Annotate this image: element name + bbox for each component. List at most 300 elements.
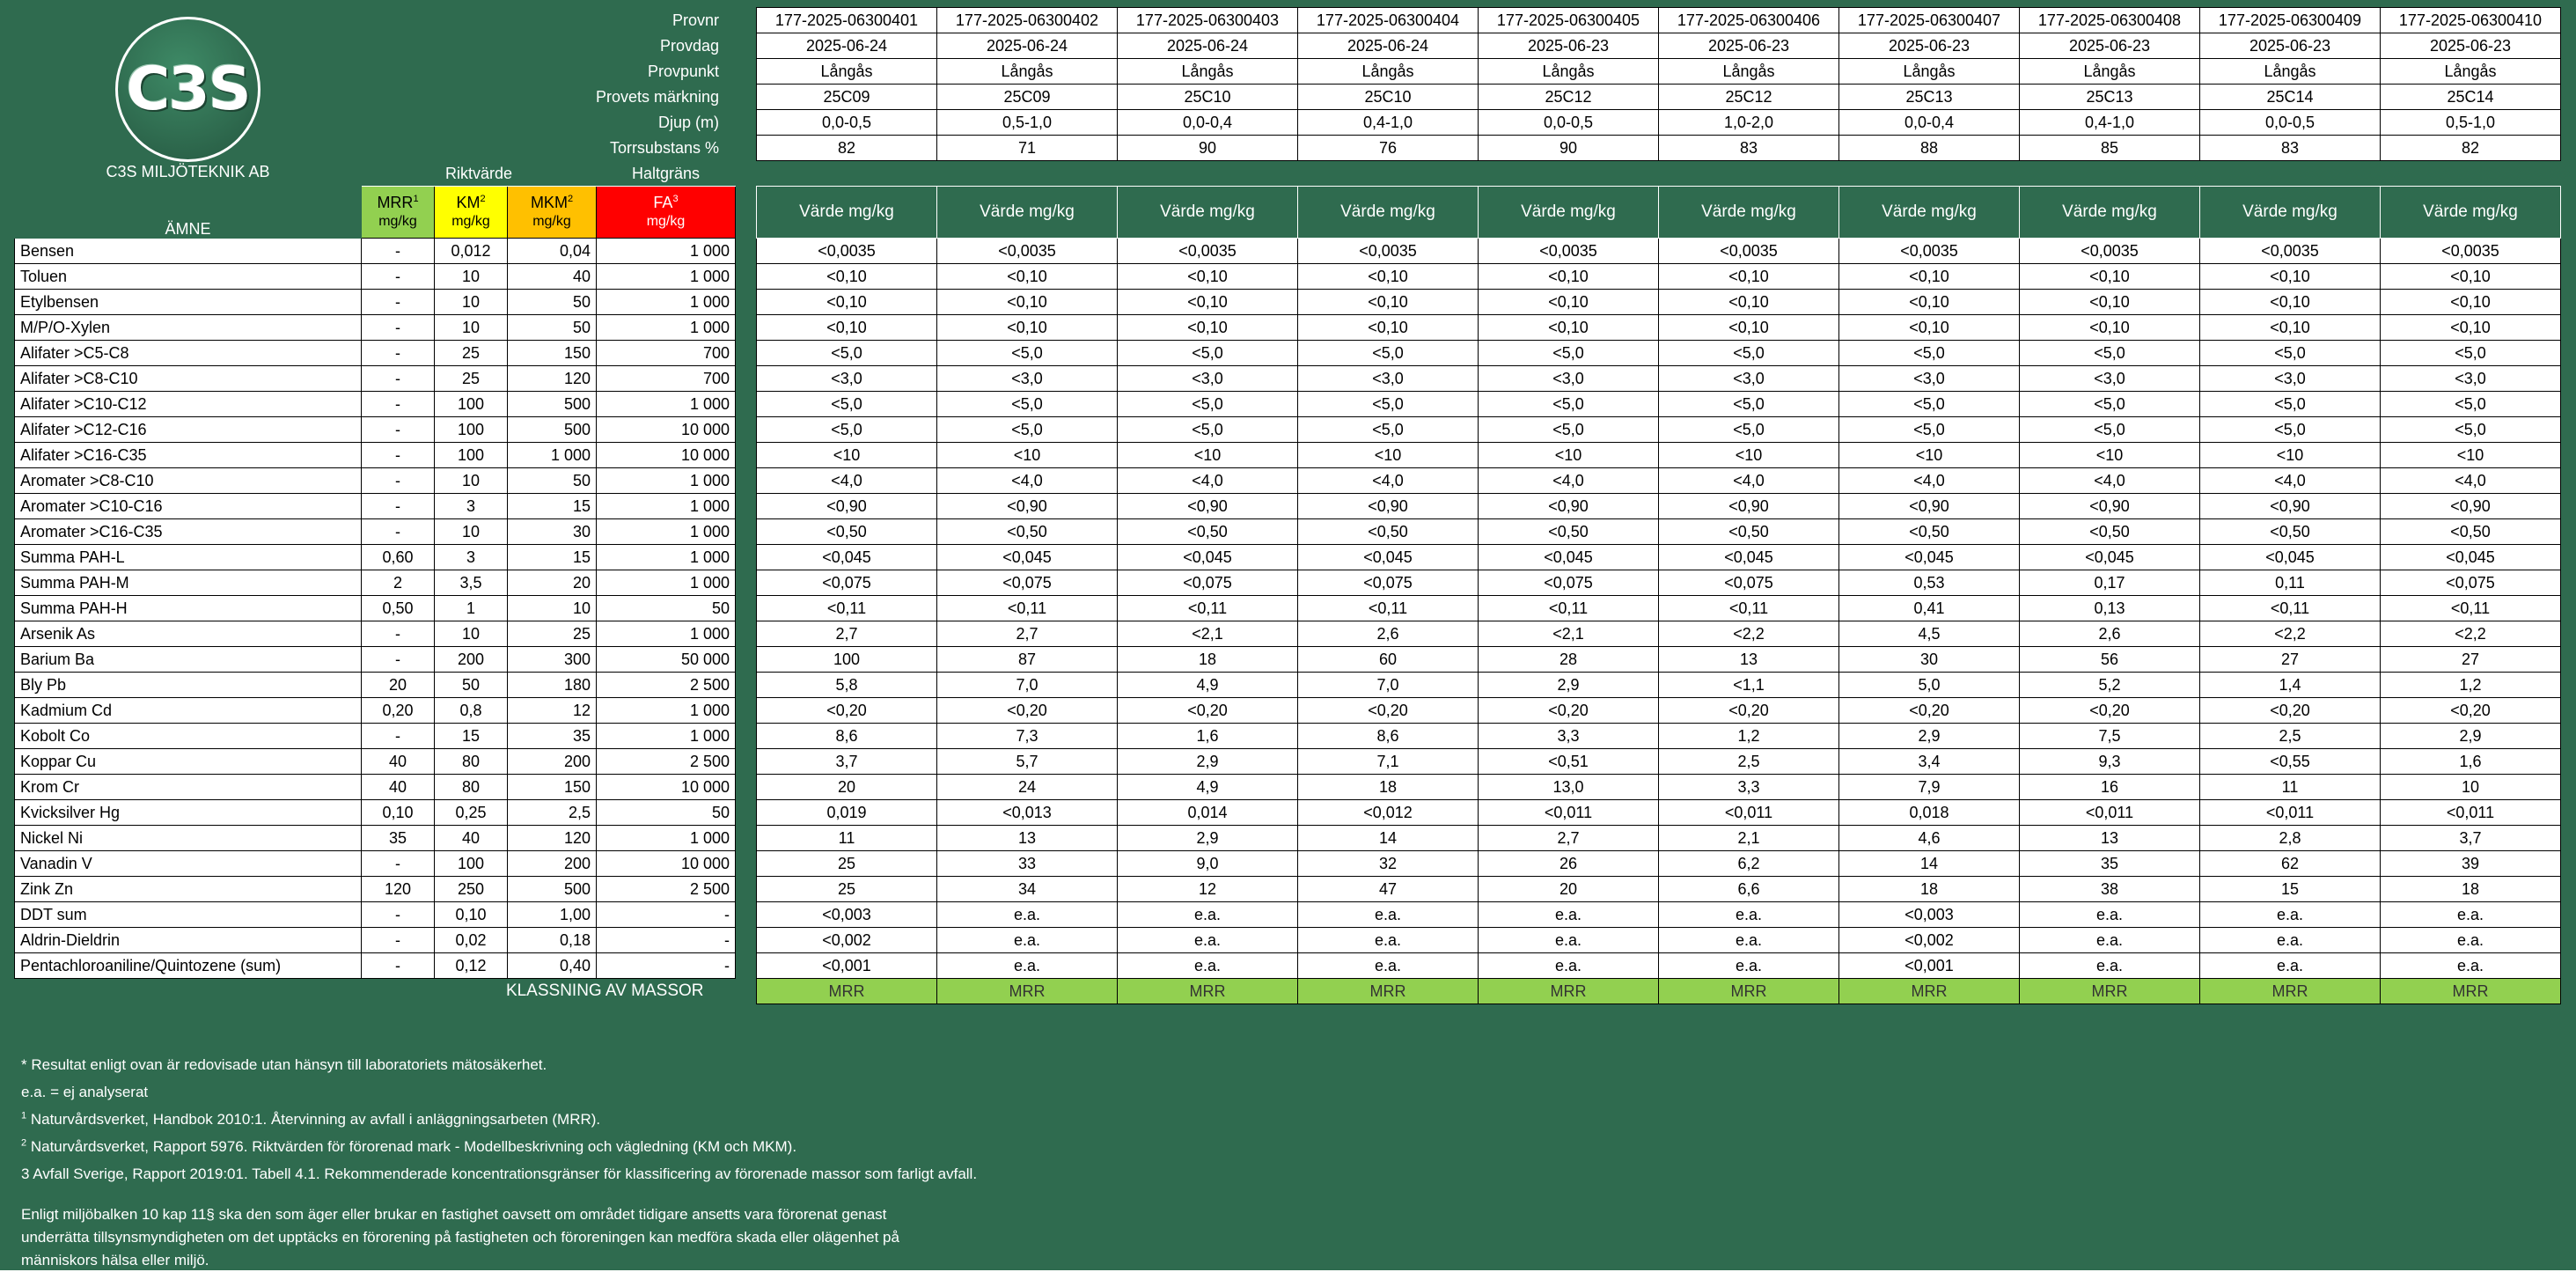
separator xyxy=(736,928,757,953)
header-label-provnr: Provnr xyxy=(362,8,736,33)
sample-value: 18 xyxy=(1298,775,1479,800)
fa-header-label: $FA^3$ xyxy=(653,194,679,211)
company-logo-cell xyxy=(15,8,362,187)
sample-value: <5,0 xyxy=(937,417,1118,443)
substance-name: DDT sum xyxy=(15,902,362,928)
sample-provets-markning: 25C10 xyxy=(1298,85,1479,110)
fa-value: 1 000 xyxy=(597,392,736,417)
fa-value: 1 000 xyxy=(597,264,736,290)
sample-value: 2,6 xyxy=(2020,621,2200,647)
sample-value: <0,011 xyxy=(2200,800,2381,826)
sample-value: <10 xyxy=(1118,443,1298,468)
substance-name: Etylbensen xyxy=(15,290,362,315)
substance-name: Kobolt Co xyxy=(15,724,362,749)
sample-torrsubstans: 76 xyxy=(1298,136,1479,161)
separator xyxy=(736,621,757,647)
substance-name: Vanadin V xyxy=(15,851,362,877)
substance-row xyxy=(15,800,2561,826)
km-value: 15 xyxy=(435,724,508,749)
sample-value: <0,0035 xyxy=(2200,239,2381,264)
sample-value: 5,8 xyxy=(757,673,937,698)
sample-value: e.a. xyxy=(2020,928,2200,953)
header-label-provpunkt: Provpunkt xyxy=(362,59,736,85)
sample-value: <0,10 xyxy=(937,315,1118,341)
sample-value: <0,20 xyxy=(1298,698,1479,724)
header-label-torrsubstans: Torrsubstans % xyxy=(362,136,736,161)
sample-value: 18 xyxy=(2381,877,2561,902)
substance-name: Summa PAH-M xyxy=(15,570,362,596)
substance-row xyxy=(15,928,2561,953)
fa-value: 1 000 xyxy=(597,315,736,341)
separator xyxy=(736,570,757,596)
mkm-header-label: MKM$^2$ xyxy=(530,194,574,211)
fa-value: 1 000 xyxy=(597,519,736,545)
sample-value: 56 xyxy=(2020,647,2200,673)
sample-value: <0,10 xyxy=(1298,290,1479,315)
substance-name: Krom Cr xyxy=(15,775,362,800)
mkm-value: 25 xyxy=(508,621,597,647)
sample-provpunkt: Långås xyxy=(1298,59,1479,85)
sample-value: 0,13 xyxy=(2020,596,2200,621)
sample-value: <2,1 xyxy=(1118,621,1298,647)
sample-value: <0,10 xyxy=(1839,290,2020,315)
sample-value: e.a. xyxy=(1479,953,1659,979)
sample-provnr: 177-2025-06300404 xyxy=(1298,8,1479,33)
sample-djup: 0,4-1,0 xyxy=(1298,110,1479,136)
sample-value: <0,0035 xyxy=(1479,239,1659,264)
substance-name: Zink Zn xyxy=(15,877,362,902)
sample-value: 25 xyxy=(757,851,937,877)
sample-value: <4,0 xyxy=(1118,468,1298,494)
sample-value: <0,011 xyxy=(1479,800,1659,826)
mkm-value: 120 xyxy=(508,826,597,851)
substance-row xyxy=(15,902,2561,928)
sample-value: 2,5 xyxy=(1659,749,1839,775)
separator xyxy=(736,724,757,749)
sample-provpunkt: Långås xyxy=(1118,59,1298,85)
sample-value: 7,3 xyxy=(937,724,1118,749)
substance-name: Toluen xyxy=(15,264,362,290)
sample-value: <0,11 xyxy=(1479,596,1659,621)
sample-value: 9,0 xyxy=(1118,851,1298,877)
fa-value: 700 xyxy=(597,366,736,392)
fa-value: 700 xyxy=(597,341,736,366)
sample-value: <10 xyxy=(2381,443,2561,468)
mkm-value: 50 xyxy=(508,315,597,341)
sample-value: <5,0 xyxy=(2020,341,2200,366)
sample-value: 2,9 xyxy=(1118,826,1298,851)
sample-provpunkt: Långås xyxy=(2200,59,2381,85)
sample-value: e.a. xyxy=(2381,928,2561,953)
substance-row xyxy=(15,826,2561,851)
sample-value: <0,50 xyxy=(1839,519,2020,545)
sample-value: 1,2 xyxy=(2381,673,2561,698)
group-label-row xyxy=(15,161,2561,187)
sample-value: <0,20 xyxy=(1118,698,1298,724)
sample-value: <0,20 xyxy=(1839,698,2020,724)
sample-value: 5,0 xyxy=(1839,673,2020,698)
sample-value: e.a. xyxy=(937,902,1118,928)
sample-value: <5,0 xyxy=(1118,392,1298,417)
classification-value: MRR xyxy=(1839,979,2020,1004)
sample-value: <0,075 xyxy=(2381,570,2561,596)
sample-value: <3,0 xyxy=(2020,366,2200,392)
km-value: 100 xyxy=(435,851,508,877)
separator xyxy=(736,85,757,110)
sample-value: e.a. xyxy=(1118,953,1298,979)
sample-value: <5,0 xyxy=(757,392,937,417)
mrr-value: 0,10 xyxy=(362,800,435,826)
sample-value: <0,0035 xyxy=(2381,239,2561,264)
sample-provpunkt: Långås xyxy=(937,59,1118,85)
sample-value: <0,90 xyxy=(2020,494,2200,519)
results-table xyxy=(14,7,2561,1004)
km-value: 3 xyxy=(435,545,508,570)
sample-value: 7,0 xyxy=(1298,673,1479,698)
mrr-value: 2 xyxy=(362,570,435,596)
sample-value: <0,90 xyxy=(2200,494,2381,519)
sample-value: 11 xyxy=(2200,775,2381,800)
mrr-value: - xyxy=(362,264,435,290)
classification-row xyxy=(15,979,2561,1004)
sample-value: <0,075 xyxy=(1118,570,1298,596)
mkm-value: 180 xyxy=(508,673,597,698)
sample-value: 2,9 xyxy=(1839,724,2020,749)
sample-value: <0,10 xyxy=(1479,315,1659,341)
substance-name: Pentachloroaniline/Quintozene (sum) xyxy=(15,953,362,979)
sample-value: 7,9 xyxy=(1839,775,2020,800)
sample-djup: 0,4-1,0 xyxy=(2020,110,2200,136)
sample-value: <2,2 xyxy=(2381,621,2561,647)
substance-row xyxy=(15,596,2561,621)
sample-value: e.a. xyxy=(937,953,1118,979)
mkm-value: 0,04 xyxy=(508,239,597,264)
sample-provpunkt: Långås xyxy=(1659,59,1839,85)
sample-value: <0,90 xyxy=(1479,494,1659,519)
separator xyxy=(736,851,757,877)
separator xyxy=(736,902,757,928)
km-column-header xyxy=(435,187,508,239)
mrr-value: 20 xyxy=(362,673,435,698)
sample-value: 2,7 xyxy=(937,621,1118,647)
fa-value: - xyxy=(597,902,736,928)
sample-value: <0,90 xyxy=(757,494,937,519)
sample-value: e.a. xyxy=(2200,902,2381,928)
sample-value: <5,0 xyxy=(1118,341,1298,366)
sample-value: 30 xyxy=(1839,647,2020,673)
fa-value: - xyxy=(597,953,736,979)
sample-provnr: 177-2025-06300401 xyxy=(757,8,937,33)
sample-value: <0,50 xyxy=(2381,519,2561,545)
sample-provets-markning: 25C10 xyxy=(1118,85,1298,110)
mrr-value: 0,20 xyxy=(362,698,435,724)
mkm-value: 35 xyxy=(508,724,597,749)
sample-value: 28 xyxy=(1479,647,1659,673)
substance-row xyxy=(15,877,2561,902)
mkm-value: 40 xyxy=(508,264,597,290)
header-label-djup: Djup (m) xyxy=(362,110,736,136)
sample-value: <5,0 xyxy=(2200,341,2381,366)
sample-value: <0,90 xyxy=(1839,494,2020,519)
sample-value: <0,50 xyxy=(1659,519,1839,545)
sample-provets-markning: 25C09 xyxy=(937,85,1118,110)
separator xyxy=(736,826,757,851)
fa-value: 10 000 xyxy=(597,417,736,443)
sample-value: <0,20 xyxy=(757,698,937,724)
sample-value: <0,011 xyxy=(1659,800,1839,826)
sample-value: <0,20 xyxy=(2200,698,2381,724)
sample-provpunkt: Långås xyxy=(1839,59,2020,85)
footnote-km-mkm: $^2$ Naturvårdsverket, Rapport 5976. Riktvärden för förorenad mark - Modellbeskrivning och vägledning (KM och MKM). xyxy=(21,1137,797,1155)
sample-provdag: 2025-06-23 xyxy=(1839,33,2020,59)
mrr-value: 0,50 xyxy=(362,596,435,621)
sample-value: 1,4 xyxy=(2200,673,2381,698)
km-value: 10 xyxy=(435,468,508,494)
sample-value: <0,045 xyxy=(2381,545,2561,570)
sample-value: e.a. xyxy=(937,928,1118,953)
sample-value: <0,50 xyxy=(2020,519,2200,545)
sample-value: <10 xyxy=(937,443,1118,468)
km-value: 250 xyxy=(435,877,508,902)
footnote-miljobalken: Enligt miljöbalken 10 kap 11§ ska den som äger eller brukar en fastighet oavsett om området tidigare ansetts vara förorenat genast underrätta tillsynsmyndigheten om det upptäcks en förorening på fastigheten och föroreningen kan medföra skada eller olägenhet på människors hälsa eller miljö. xyxy=(21,1206,899,1268)
sample-value: 3,4 xyxy=(1839,749,2020,775)
sample-value: <0,001 xyxy=(1839,953,2020,979)
footnote-ea: e.a. = ej analyserat xyxy=(21,1084,149,1100)
sample-value: <0,10 xyxy=(1659,264,1839,290)
value-column-header: Värde mg/kg xyxy=(2020,187,2200,239)
sample-value: <0,003 xyxy=(1839,902,2020,928)
sample-value: <0,20 xyxy=(1659,698,1839,724)
separator xyxy=(736,341,757,366)
substance-name: Aromater >C16-C35 xyxy=(15,519,362,545)
substance-name: Alifater >C10-C12 xyxy=(15,392,362,417)
sample-value: 60 xyxy=(1298,647,1479,673)
sample-value: 2,9 xyxy=(1479,673,1659,698)
fa-value: 1 000 xyxy=(597,698,736,724)
sample-provdag: 2025-06-23 xyxy=(1479,33,1659,59)
sample-value: 1,2 xyxy=(1659,724,1839,749)
substance-row xyxy=(15,724,2561,749)
separator xyxy=(736,443,757,468)
km-unit: mg/kg xyxy=(451,214,490,229)
km-value: 0,012 xyxy=(435,239,508,264)
sample-value: <0,11 xyxy=(757,596,937,621)
sample-value: <5,0 xyxy=(1659,392,1839,417)
separator xyxy=(736,290,757,315)
header-row-djup xyxy=(15,110,2561,136)
mkm-value: 15 xyxy=(508,545,597,570)
classification-value: MRR xyxy=(1118,979,1298,1004)
sample-value: 7,1 xyxy=(1298,749,1479,775)
sample-value: <0,50 xyxy=(2200,519,2381,545)
amne-header: ÄMNE xyxy=(15,187,362,239)
separator xyxy=(736,315,757,341)
mrr-header-label: MRR$^1$ xyxy=(377,194,419,211)
separator xyxy=(736,392,757,417)
substance-row xyxy=(15,341,2561,366)
sample-value: <0,20 xyxy=(2020,698,2200,724)
sample-value: <0,11 xyxy=(1118,596,1298,621)
fa-value: 50 xyxy=(597,800,736,826)
mrr-value: - xyxy=(362,392,435,417)
mrr-value: - xyxy=(362,928,435,953)
sample-value: 38 xyxy=(2020,877,2200,902)
sample-value: 13 xyxy=(1659,647,1839,673)
sample-value: 15 xyxy=(2200,877,2381,902)
mrr-value: 35 xyxy=(362,826,435,851)
sample-value: <0,10 xyxy=(1479,264,1659,290)
km-value: 0,10 xyxy=(435,902,508,928)
sample-value: <5,0 xyxy=(1659,341,1839,366)
sample-provets-markning: 25C14 xyxy=(2381,85,2561,110)
sample-provdag: 2025-06-23 xyxy=(2200,33,2381,59)
sample-value: <5,0 xyxy=(2200,392,2381,417)
mkm-column-header xyxy=(508,187,597,239)
sample-value: <2,2 xyxy=(1659,621,1839,647)
separator xyxy=(736,673,757,698)
sample-provnr: 177-2025-06300403 xyxy=(1118,8,1298,33)
sample-value: <0,10 xyxy=(2020,290,2200,315)
sample-provpunkt: Långås xyxy=(2020,59,2200,85)
sample-value: <0,90 xyxy=(1118,494,1298,519)
mkm-value: 30 xyxy=(508,519,597,545)
sample-value: <4,0 xyxy=(2020,468,2200,494)
sample-value: 2,7 xyxy=(757,621,937,647)
sample-provnr: 177-2025-06300402 xyxy=(937,8,1118,33)
sample-value: <0,10 xyxy=(1118,264,1298,290)
sample-value: 18 xyxy=(1118,647,1298,673)
classification-value: MRR xyxy=(1298,979,1479,1004)
sample-value: <0,045 xyxy=(1839,545,2020,570)
sample-provdag: 2025-06-24 xyxy=(1298,33,1479,59)
sample-value: 20 xyxy=(757,775,937,800)
sample-value: 4,5 xyxy=(1839,621,2020,647)
km-value: 200 xyxy=(435,647,508,673)
footnote-fa: 3 Avfall Sverige, Rapport 2019:01. Tabell 4.1. Rekommenderade koncentrationsgränser för klassificering av förorenade massor som farligt avfall. xyxy=(21,1165,978,1182)
sample-value: 7,0 xyxy=(937,673,1118,698)
substance-row xyxy=(15,775,2561,800)
sample-value: <0,10 xyxy=(2200,290,2381,315)
km-value: 10 xyxy=(435,290,508,315)
sample-value: <0,90 xyxy=(937,494,1118,519)
sample-djup: 0,0-0,5 xyxy=(757,110,937,136)
sample-value: <5,0 xyxy=(2200,417,2381,443)
sample-value: <5,0 xyxy=(2381,392,2561,417)
separator xyxy=(736,110,757,136)
sample-value: <5,0 xyxy=(1298,417,1479,443)
sample-value: <0,045 xyxy=(1659,545,1839,570)
substance-name: M/P/O-Xylen xyxy=(15,315,362,341)
sample-value: 3,7 xyxy=(757,749,937,775)
sample-value: <4,0 xyxy=(1839,468,2020,494)
substance-name: Aldrin-Dieldrin xyxy=(15,928,362,953)
classification-value: MRR xyxy=(1479,979,1659,1004)
substance-row xyxy=(15,468,2561,494)
classification-value: MRR xyxy=(2200,979,2381,1004)
sample-value: <5,0 xyxy=(2381,341,2561,366)
substance-name: Alifater >C16-C35 xyxy=(15,443,362,468)
sample-value: 5,7 xyxy=(937,749,1118,775)
separator xyxy=(736,877,757,902)
sample-value: <5,0 xyxy=(1839,417,2020,443)
sample-value: e.a. xyxy=(1118,902,1298,928)
mkm-value: 10 xyxy=(508,596,597,621)
sample-value: 62 xyxy=(2200,851,2381,877)
sample-value: e.a. xyxy=(2200,928,2381,953)
column-header-row xyxy=(15,187,2561,239)
fa-value: 10 000 xyxy=(597,851,736,877)
header-row-provdag xyxy=(15,33,2561,59)
mkm-unit: mg/kg xyxy=(532,214,571,229)
separator xyxy=(736,264,757,290)
sample-value: 26 xyxy=(1479,851,1659,877)
sample-provdag: 2025-06-23 xyxy=(2381,33,2561,59)
sample-value: 5,2 xyxy=(2020,673,2200,698)
mrr-value: - xyxy=(362,494,435,519)
mkm-value: 0,40 xyxy=(508,953,597,979)
sample-value: <0,0035 xyxy=(937,239,1118,264)
sample-value: <3,0 xyxy=(1118,366,1298,392)
sample-value: 0,53 xyxy=(1839,570,2020,596)
mkm-value: 0,18 xyxy=(508,928,597,953)
sample-value: e.a. xyxy=(2020,953,2200,979)
sample-value: <3,0 xyxy=(1659,366,1839,392)
sample-value: 2,1 xyxy=(1659,826,1839,851)
sample-value: <0,0035 xyxy=(2020,239,2200,264)
substance-row xyxy=(15,290,2561,315)
sample-value: 8,6 xyxy=(1298,724,1479,749)
substance-row xyxy=(15,392,2561,417)
sample-value: 18 xyxy=(1839,877,2020,902)
sample-value: <5,0 xyxy=(1118,417,1298,443)
separator xyxy=(736,8,757,33)
substance-name: Kvicksilver Hg xyxy=(15,800,362,826)
sample-value: <0,50 xyxy=(937,519,1118,545)
mrr-value: - xyxy=(362,621,435,647)
header-row-torrsubstans xyxy=(15,136,2561,161)
sample-value: <0,0035 xyxy=(1659,239,1839,264)
sample-provpunkt: Långås xyxy=(2381,59,2561,85)
sample-value: <5,0 xyxy=(1839,341,2020,366)
sample-value: e.a. xyxy=(2020,902,2200,928)
substance-name: Alifater >C5-C8 xyxy=(15,341,362,366)
sample-value: <0,11 xyxy=(2381,596,2561,621)
sample-value: e.a. xyxy=(2381,902,2561,928)
sample-value: <0,90 xyxy=(2381,494,2561,519)
separator xyxy=(736,59,757,85)
sample-value: 2,5 xyxy=(2200,724,2381,749)
sample-value: <2,2 xyxy=(2200,621,2381,647)
sample-value: <5,0 xyxy=(937,341,1118,366)
sample-value: 39 xyxy=(2381,851,2561,877)
sample-value: <10 xyxy=(1839,443,2020,468)
sample-value: <4,0 xyxy=(2381,468,2561,494)
sample-value: 14 xyxy=(1839,851,2020,877)
sample-value: e.a. xyxy=(1659,953,1839,979)
sample-value: e.a. xyxy=(1659,928,1839,953)
sample-value: 2,7 xyxy=(1479,826,1659,851)
sample-value: 4,6 xyxy=(1839,826,2020,851)
sample-value: <2,1 xyxy=(1479,621,1659,647)
substance-name: Aromater >C8-C10 xyxy=(15,468,362,494)
sample-value: <10 xyxy=(1298,443,1479,468)
km-value: 80 xyxy=(435,775,508,800)
value-column-header: Värde mg/kg xyxy=(1839,187,2020,239)
sample-value: <5,0 xyxy=(1479,341,1659,366)
km-header-label: $KM^2$ xyxy=(456,194,486,211)
mkm-value: 50 xyxy=(508,468,597,494)
sample-value: 3,3 xyxy=(1659,775,1839,800)
